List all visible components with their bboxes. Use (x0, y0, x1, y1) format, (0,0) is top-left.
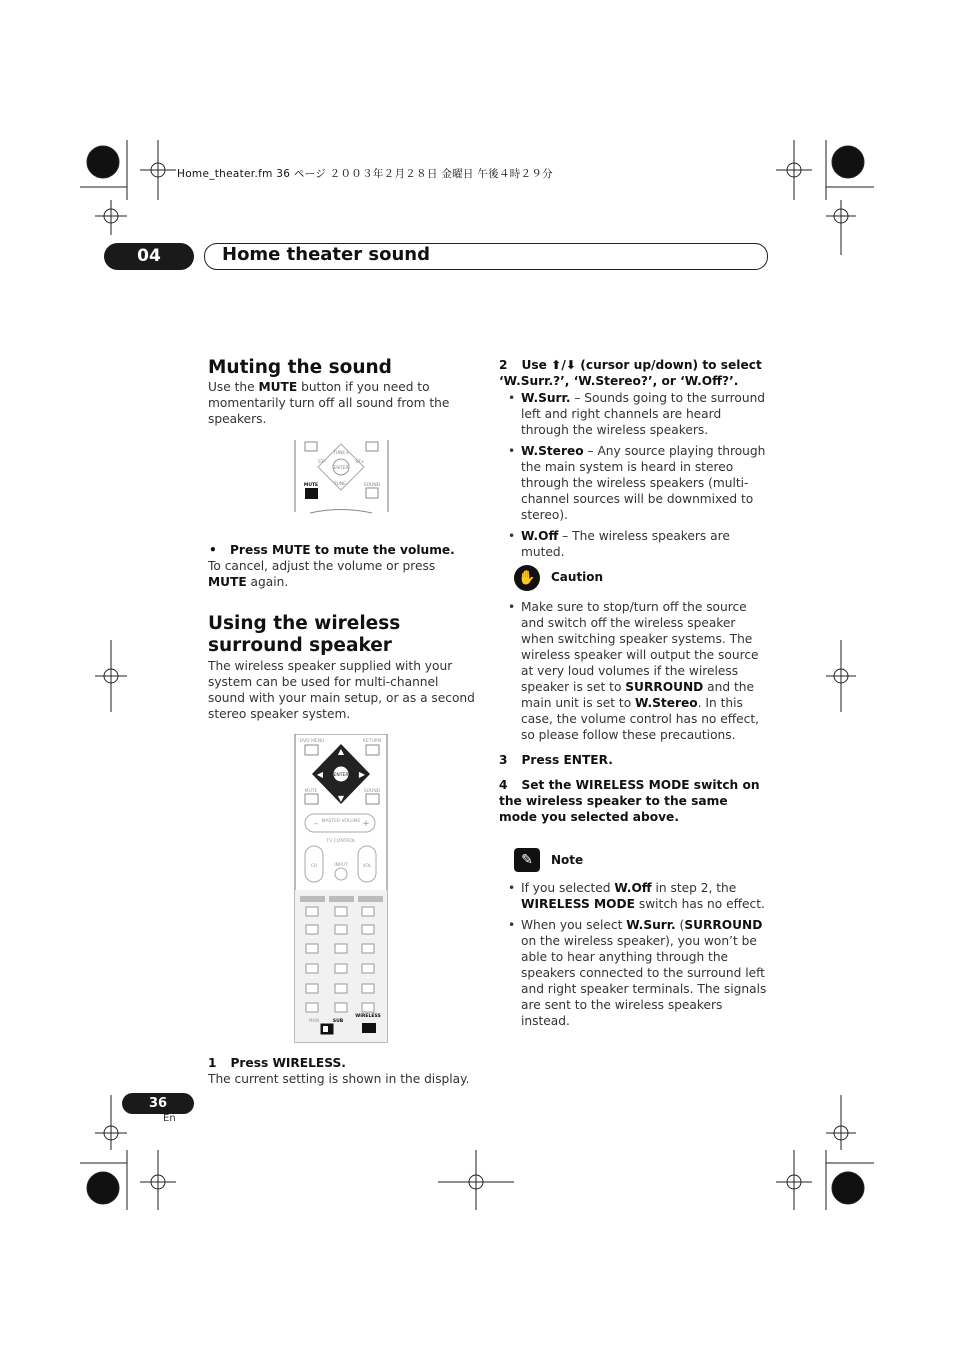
muting-intro: Use the MUTE button if you need to momentarily turn off all sound from the speakers. (208, 380, 450, 426)
mode-item: • W.Off – The wireless speakers are muted. (507, 528, 767, 560)
svg-text:◀: ◀ (316, 770, 324, 779)
step-2-heading: 2 Use ⬆/⬇ (cursor up/down) to select ‘W.Surr.?’, ‘W.Stereo?’, or ‘W.Off?’. (499, 358, 762, 388)
wireless-section (208, 613, 476, 722)
mute-cancel-text: To cancel, adjust the volume or press MUTE again. (208, 559, 436, 589)
svg-text:SOUND: SOUND (363, 789, 381, 794)
svg-text:ST+: ST+ (355, 460, 365, 465)
svg-text:RETURN: RETURN (362, 739, 382, 744)
svg-text:SUB: SUB (332, 1019, 344, 1024)
remote-mute-illustration (294, 440, 390, 519)
note-item: • When you select W.Surr. (SURROUND on the wireless speaker), you won’t be able to hear anything through the speakers connected to the surround left and right speaker terminals. The signals are sent to the wireless speakers instead. (507, 917, 769, 1029)
mute-step-bullet: • Press MUTE to mute the volume. (209, 543, 455, 557)
svg-text:VOL: VOL (362, 864, 372, 869)
svg-text:+: + (362, 819, 370, 829)
svg-text:TUNE+: TUNE+ (332, 451, 350, 456)
remote-wireless-illustration (294, 734, 390, 1048)
page-number: 36 (122, 1093, 194, 1114)
pencil-icon: ✎ (514, 848, 540, 872)
mode-list (507, 390, 767, 560)
step-1-text: Press WIRELESS. (230, 1056, 346, 1070)
svg-text:ST–: ST– (318, 460, 326, 465)
wireless-intro: The wireless speaker supplied with your system can be used for multi-channel sound with your main setup, or as a second stereo speaker system. (208, 659, 475, 721)
step-1 (208, 1055, 476, 1087)
svg-text:▲: ▲ (337, 747, 345, 756)
chapter-title: Home theater sound (222, 244, 430, 265)
svg-text:INPUT: INPUT (334, 863, 348, 868)
step-1-number: 1 (208, 1056, 217, 1070)
svg-text:MASTER VOLUME: MASTER VOLUME (321, 819, 361, 824)
svg-text:▶: ▶ (358, 770, 366, 779)
note-label: Note (551, 853, 584, 867)
muting-steps (208, 542, 476, 590)
chapter-number: 04 (104, 243, 194, 270)
svg-text:ENTER: ENTER (333, 466, 349, 471)
page-language: En (163, 1113, 176, 1124)
muting-section (208, 357, 476, 427)
svg-text:CH: CH (310, 864, 318, 869)
svg-text:TUNE–: TUNE– (333, 482, 349, 487)
svg-text:ENTER: ENTER (333, 773, 349, 778)
step-3: 3 Press ENTER. (499, 753, 613, 767)
svg-text:SOUND: SOUND (363, 483, 381, 488)
caution-label: Caution (551, 570, 604, 584)
svg-text:TV CONTROL: TV CONTROL (326, 839, 356, 844)
svg-text:–: – (313, 819, 319, 829)
file-info: Home_theater.fm 36 ページ ２００３年２月２８日 金曜日 午後４時２９分 (177, 168, 553, 180)
step-1-body: The current setting is shown in the display. (208, 1072, 470, 1086)
muting-heading: Muting the sound (208, 357, 392, 378)
wireless-heading: Using the wireless surround speaker (208, 613, 401, 656)
mode-item: • W.Stereo – Any source playing through the main system is heard in stereo through the wireless speakers (multi-channel sources will be downmixed to stereo). (507, 443, 767, 523)
mode-item: • W.Surr. – Sounds going to the surround left and right channels are heard through the wireless speakers. (507, 390, 767, 438)
svg-text:▼: ▼ (337, 794, 345, 803)
step-4: 4 Set the WIRELESS MODE switch on the wireless speaker to the same mode you selected above. (499, 778, 760, 824)
svg-text:MUTE: MUTE (303, 483, 319, 488)
step-2 (499, 357, 767, 565)
svg-text:MAIN: MAIN (308, 1018, 320, 1023)
note-item: • If you selected W.Off in step 2, the WIRELESS MODE switch has no effect. (507, 880, 769, 912)
note-list (507, 880, 769, 1034)
svg-text:DVD MENU: DVD MENU (299, 739, 325, 744)
hand-icon: ✋ (514, 565, 540, 591)
caution-text: • Make sure to stop/turn off the source and switch off the wireless speaker when switching speaker systems. The wireless speaker will output the source at very loud volumes if the wireless speaker is set to SURROUND and the main unit is set to W.Stereo. In this case, the volume control has no effect, so please follow these precautions. (507, 599, 769, 748)
svg-text:WIRELESS: WIRELESS (355, 1014, 381, 1019)
svg-text:MUTE: MUTE (304, 789, 318, 794)
